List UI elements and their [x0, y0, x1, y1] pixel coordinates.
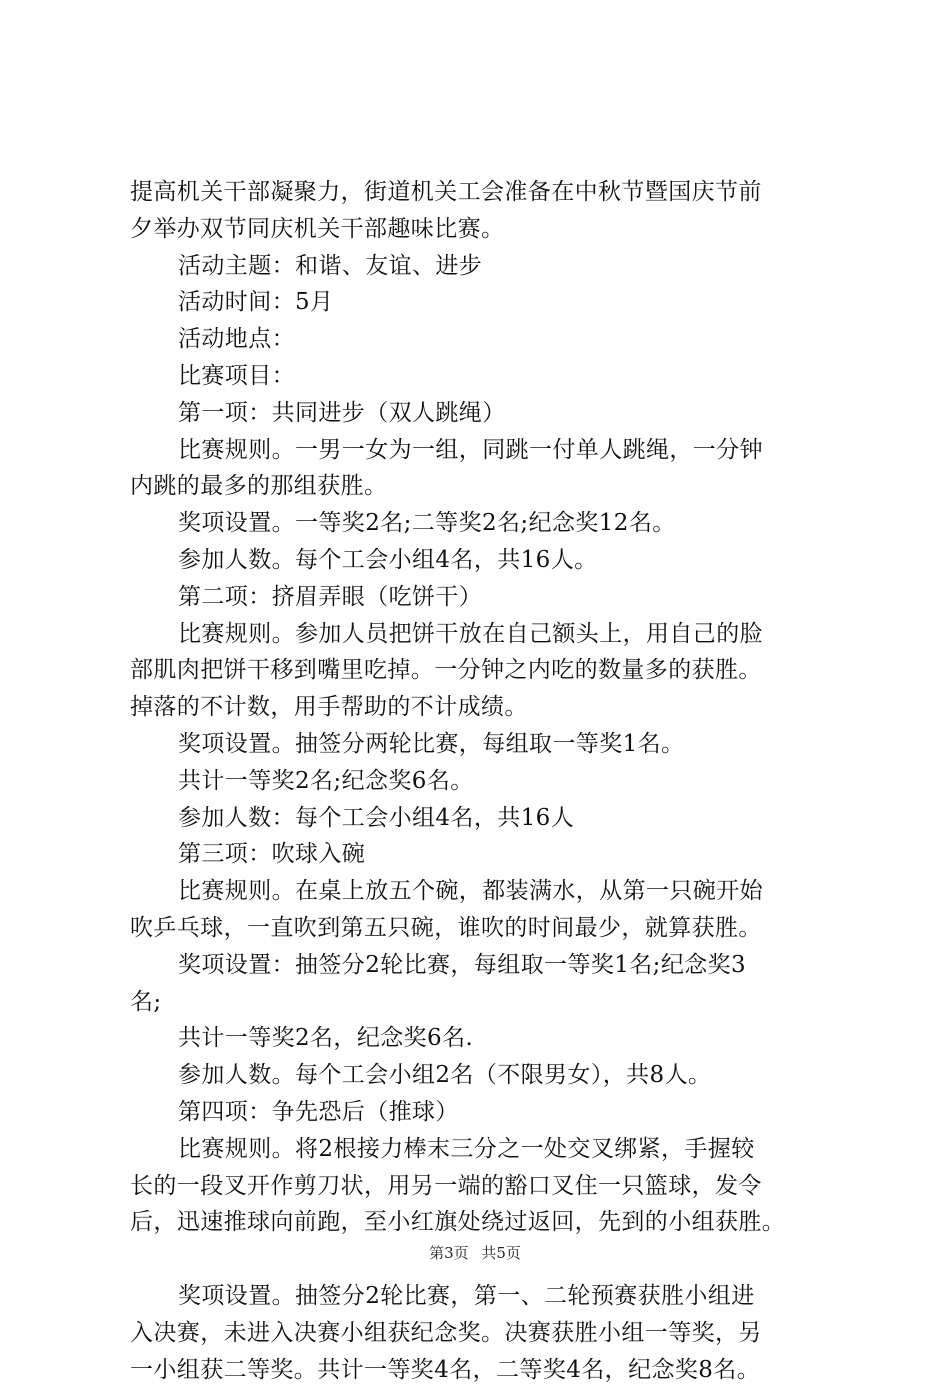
text-line: 参加人数：每个工会小组4名，共16人: [130, 800, 835, 837]
text-line: 第二项：挤眉弄眼（吃饼干）: [130, 579, 835, 616]
text-line: 奖项设置。抽签分2轮比赛，第一、二轮预赛获胜小组进: [130, 1278, 835, 1315]
text-line: 后，迅速推球向前跑，至小红旗处绕过返回，先到的小组获胜。: [130, 1204, 835, 1241]
text-line: 入决赛，未进入决赛小组获纪念奖。决赛获胜小组一等奖，另: [130, 1315, 835, 1352]
page-total: 共5页: [481, 1244, 521, 1262]
text-line: 第三项：吹球入碗: [130, 836, 835, 873]
text-line: 内跳的最多的那组获胜。: [130, 468, 835, 505]
document-body: [130, 174, 835, 1388]
page-footer: [0, 1242, 950, 1263]
text-line: 活动主题：和谐、友谊、进步: [130, 248, 835, 285]
text-line: 第四项：争先恐后（推球）: [130, 1094, 835, 1131]
text-line: 比赛项目：: [130, 358, 835, 395]
text-line: 奖项设置：抽签分2轮比赛，每组取一等奖1名;纪念奖3: [130, 947, 835, 984]
text-line: 提高机关干部凝聚力，街道机关工会准备在中秋节暨国庆节前: [130, 174, 835, 211]
text-line: 奖项设置。一等奖2名;二等奖2名;纪念奖12名。: [130, 505, 835, 542]
text-line: 掉落的不计数，用手帮助的不计成绩。: [130, 689, 835, 726]
text-line: 第一项：共同进步（双人跳绳）: [130, 395, 835, 432]
text-line: 长的一段叉开作剪刀状，用另一端的豁口叉住一只篮球，发令: [130, 1168, 835, 1205]
text-line: 名;: [130, 984, 835, 1021]
text-line: 部肌肉把饼干移到嘴里吃掉。一分钟之内吃的数量多的获胜。: [130, 652, 835, 689]
text-line: 活动时间：5月: [130, 284, 835, 321]
text-line: 共计一等奖2名，纪念奖6名.: [130, 1020, 835, 1057]
text-line: 参加人数。每个工会小组2名（不限男女），共8人。: [130, 1057, 835, 1094]
text-line: 共计一等奖2名;纪念奖6名。: [130, 763, 835, 800]
text-line: 比赛规则。在桌上放五个碗，都装满水，从第一只碗开始: [130, 873, 835, 910]
text-line: 比赛规则。参加人员把饼干放在自己额头上，用自己的脸: [130, 616, 835, 653]
page-number: 第3页: [429, 1244, 469, 1262]
text-line: 奖项设置。抽签分两轮比赛，每组取一等奖1名。: [130, 726, 835, 763]
text-line: 比赛规则。一男一女为一组，同跳一付单人跳绳，一分钟: [130, 432, 835, 469]
text-line: 一小组获二等奖。共计一等奖4名，二等奖4名，纪念奖8名。: [130, 1352, 835, 1388]
text-line: 比赛规则。将2根接力棒末三分之一处交叉绑紧，手握较: [130, 1131, 835, 1168]
text-line: 活动地点：: [130, 321, 835, 358]
text-line: 吹乒乓球，一直吹到第五只碗，谁吹的时间最少，就算获胜。: [130, 910, 835, 947]
text-line: 夕举办双节同庆机关干部趣味比赛。: [130, 211, 835, 248]
text-line: 参加人数。每个工会小组4名，共16人。: [130, 542, 835, 579]
